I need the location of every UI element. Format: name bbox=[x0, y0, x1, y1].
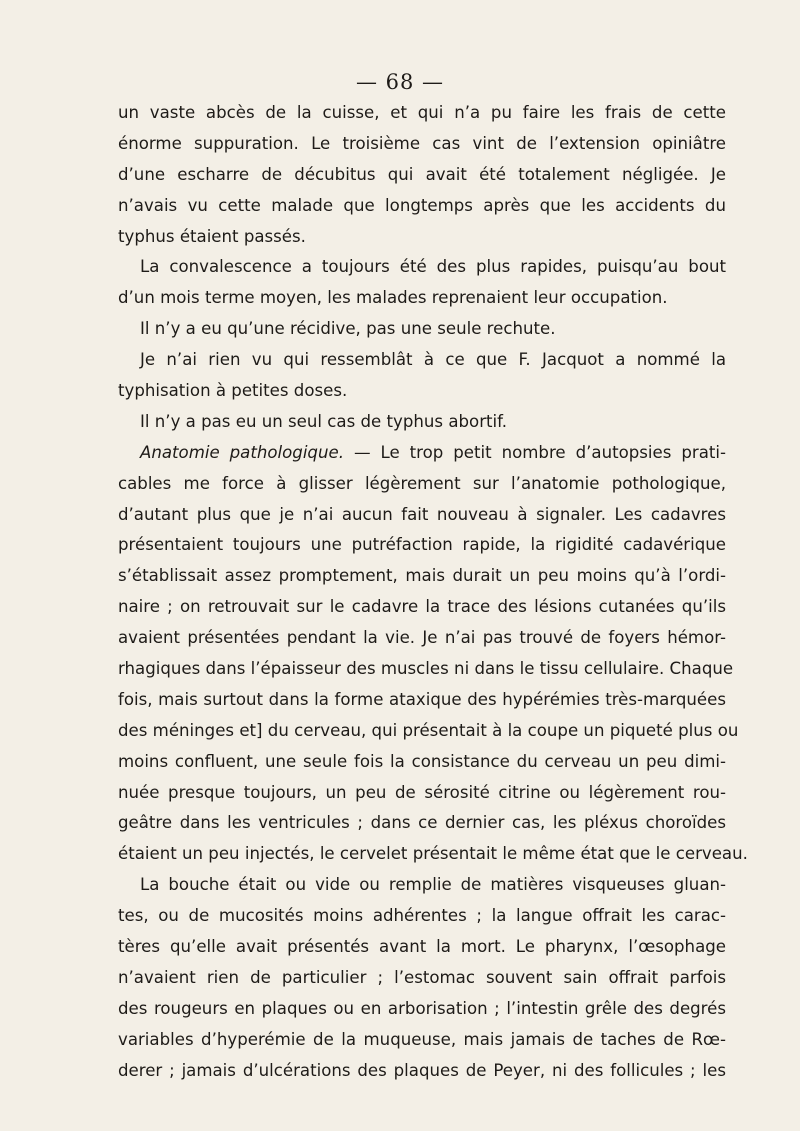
text-line: rhagiques dans l’épaisseur des muscles ni dans le tissu cellulaire. Chaque bbox=[118, 659, 734, 679]
text-line: d’autant plus que je n’ai aucun fait nouveau à signaler. Les cadavres bbox=[118, 504, 726, 524]
text-line: La convalescence a toujours été des plus rapides, puisqu’au bout bbox=[140, 257, 726, 277]
text-line: n’avais vu cette malade que longtemps après que les accidents du bbox=[118, 195, 726, 215]
text-line: derer ; jamais d’ulcérations des plaques de Peyer, ni des follicules ; les bbox=[118, 1060, 726, 1080]
section-heading: Anatomie pathologique. bbox=[140, 442, 344, 462]
text-line: énorme suppuration. Le troisième cas vint de l’extension opiniâtre bbox=[118, 133, 726, 153]
text-line: un vaste abcès de la cuisse, et qui n’a pu faire les frais de cette bbox=[118, 103, 726, 122]
body-text bbox=[118, 98, 748, 1087]
text-line: geâtre dans les ventricules ; dans ce dernier cas, les pléxus choroïdes bbox=[118, 813, 726, 833]
text-line: fois, mais surtout dans la forme ataxique des hypérémies très-marquées bbox=[118, 689, 726, 709]
text-line: des rougeurs en plaques ou en arborisation ; l’intestin grêle des degrés bbox=[118, 998, 726, 1018]
text-line: naire ; on retrouvait sur le cadavre la trace des lésions cutanées qu’ils bbox=[118, 597, 726, 617]
text-line: avaient présentées pendant la vie. Je n’ai pas trouvé de foyers hémor- bbox=[118, 628, 726, 648]
text-line: La bouche était ou vide ou remplie de matières visqueuses gluan- bbox=[140, 875, 726, 895]
text-line: cables me force à glisser légèrement sur l’anatomie pothologique, bbox=[118, 473, 726, 493]
text-line: moins confluent, une seule fois la consistance du cerveau un peu dimi- bbox=[118, 751, 726, 771]
text-line: typhisation à petites doses. bbox=[118, 381, 348, 401]
text-line: Il n’y a eu qu’une récidive, pas une seule rechute. bbox=[140, 319, 556, 339]
section-heading-line bbox=[118, 438, 726, 469]
text-line: d’une escharre de décubitus qui avait été totalement négligée. Je bbox=[118, 164, 726, 184]
text-line: tes, ou de mucosités moins adhérentes ; la langue offrait les carac- bbox=[118, 906, 726, 926]
text-line: s’établissait assez promptement, mais durait un peu moins qu’à l’ordi- bbox=[118, 566, 726, 586]
text-line: des méninges et] du cerveau, qui présentait à la coupe un piqueté plus ou bbox=[118, 720, 739, 740]
text-line-rest: — Le trop petit nombre d’autopsies prati- bbox=[343, 442, 726, 462]
text-line: Il n’y a pas eu un seul cas de typhus abortif. bbox=[140, 411, 508, 431]
text-line: tères qu’elle avait présentés avant la mort. Le pharynx, l’œsophage bbox=[118, 937, 726, 957]
page-number: — 68 — bbox=[355, 70, 445, 94]
text-line: étaient un peu injectés, le cervelet présentait le même état que le cerveau. bbox=[118, 844, 748, 864]
text-line: d’un mois terme moyen, les malades reprenaient leur occupation. bbox=[118, 288, 668, 308]
text-line: présentaient toujours une putréfaction rapide, la rigidité cadavérique bbox=[118, 535, 726, 555]
text-line: Je n’ai rien vu qui ressemblât à ce que F. Jacquot a nommé la bbox=[140, 350, 726, 370]
text-line: typhus étaient passés. bbox=[118, 226, 306, 246]
text-line: nuée presque toujours, un peu de sérosité citrine ou légèrement rou- bbox=[118, 782, 726, 802]
text-line: variables d’hyperémie de la muqueuse, mais jamais de taches de Rœ- bbox=[118, 1029, 726, 1049]
text-line: n’avaient rien de particulier ; l’estomac souvent sain offrait parfois bbox=[118, 967, 726, 987]
